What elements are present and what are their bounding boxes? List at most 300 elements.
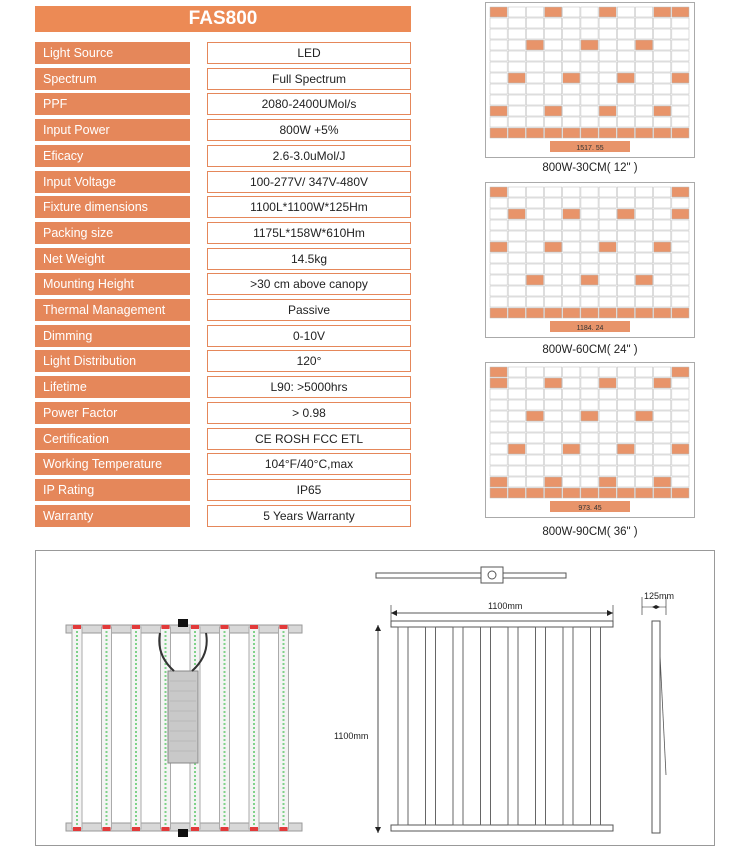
- ppfd-cell: [635, 400, 652, 410]
- ppfd-cell: [635, 40, 652, 50]
- ppfd-cell: [526, 422, 543, 432]
- ppfd-map-caption: 800W-60CM( 24" ): [542, 344, 638, 356]
- ppfd-cell: [508, 95, 525, 105]
- spec-label: Certification: [35, 428, 190, 450]
- ppfd-cell: [635, 231, 652, 241]
- ppfd-cell: [545, 308, 562, 318]
- ppfd-cell: [599, 286, 616, 296]
- ppfd-cell: [563, 308, 580, 318]
- ppfd-cell: [617, 51, 634, 61]
- ppfd-cell: [563, 466, 580, 476]
- ppfd-cell: [526, 242, 543, 252]
- ppfd-cell: [654, 117, 671, 127]
- ppfd-cell: [617, 62, 634, 72]
- ppfd-cell: [581, 106, 598, 116]
- ppfd-cell: [563, 187, 580, 197]
- ppfd-cell: [490, 433, 507, 443]
- ppfd-cell: [617, 433, 634, 443]
- ppfd-cell: [490, 242, 507, 252]
- ppfd-cell: [654, 198, 671, 208]
- ppfd-cell: [508, 466, 525, 476]
- ppfd-cell: [599, 128, 616, 138]
- ppfd-cell: [526, 62, 543, 72]
- spec-value: IP65: [207, 479, 411, 501]
- ppfd-cell: [599, 29, 616, 39]
- ppfd-cell: [563, 275, 580, 285]
- ppfd-cell: [672, 84, 689, 94]
- ppfd-cell: [617, 477, 634, 487]
- ppfd-cell: [635, 444, 652, 454]
- ppfd-cell: [581, 40, 598, 50]
- ppfd-cell: [581, 275, 598, 285]
- ppfd-cell: [617, 187, 634, 197]
- ppfd-cell: [581, 7, 598, 17]
- ppfd-cell: [599, 117, 616, 127]
- ppfd-cell: [490, 29, 507, 39]
- ppfd-cell: [617, 411, 634, 421]
- ppfd-cell: [526, 106, 543, 116]
- ppfd-cell: [563, 51, 580, 61]
- ppfd-cell: [654, 422, 671, 432]
- ppfd-cell: [563, 106, 580, 116]
- ppfd-cell: [563, 422, 580, 432]
- spec-row: [35, 505, 411, 527]
- fixture-drawing-panel: [35, 550, 715, 846]
- ppfd-cell: [508, 51, 525, 61]
- ppfd-cell: [508, 84, 525, 94]
- ppfd-cell: [635, 253, 652, 263]
- ppfd-cell: [635, 411, 652, 421]
- ppfd-cell: [635, 209, 652, 219]
- spec-label: Thermal Management: [35, 299, 190, 321]
- ppfd-cell: [599, 378, 616, 388]
- height-dimension-label: 1100mm: [334, 731, 369, 741]
- ppfd-cell: [654, 275, 671, 285]
- spec-label: Power Factor: [35, 402, 190, 424]
- ppfd-cell: [654, 209, 671, 219]
- ppfd-cell: [672, 378, 689, 388]
- ppfd-cell: [545, 422, 562, 432]
- ppfd-cell: [526, 73, 543, 83]
- ppfd-cell: [545, 187, 562, 197]
- ppfd-cell: [490, 477, 507, 487]
- ppfd-cell: [581, 253, 598, 263]
- ppfd-cell: [672, 477, 689, 487]
- ppfd-cell: [508, 7, 525, 17]
- ppfd-cell: [635, 433, 652, 443]
- ppfd-cell: [508, 477, 525, 487]
- ppfd-cell: [508, 488, 525, 498]
- ppfd-cell: [672, 422, 689, 432]
- spec-label: Fixture dimensions: [35, 196, 190, 218]
- ppfd-cell: [508, 40, 525, 50]
- ppfd-cell: [599, 198, 616, 208]
- ppfd-cell: [508, 187, 525, 197]
- ppfd-cell: [545, 488, 562, 498]
- ppfd-cell: [545, 275, 562, 285]
- ppfd-cell: [635, 198, 652, 208]
- ppfd-cell: [563, 488, 580, 498]
- ppfd-cell: [526, 275, 543, 285]
- ppfd-cell: [526, 444, 543, 454]
- ppfd-cell: [526, 18, 543, 28]
- ppfd-cell: [490, 106, 507, 116]
- ppfd-cell: [508, 378, 525, 388]
- ppfd-cell: [545, 297, 562, 307]
- ppfd-cell: [581, 477, 598, 487]
- ppfd-cell: [508, 308, 525, 318]
- ppfd-cell: [490, 411, 507, 421]
- ppfd-cell: [490, 378, 507, 388]
- ppfd-cell: [654, 73, 671, 83]
- ppfd-cell: [581, 378, 598, 388]
- ppfd-cell: [617, 106, 634, 116]
- ppfd-cell: [617, 84, 634, 94]
- ppfd-cell: [672, 51, 689, 61]
- ppfd-cell: [635, 106, 652, 116]
- ppfd-cell: [581, 117, 598, 127]
- ppfd-cell: [508, 389, 525, 399]
- ppfd-cell: [672, 308, 689, 318]
- ppfd-cell: [563, 231, 580, 241]
- ppfd-cell: [599, 422, 616, 432]
- ppfd-cell: [672, 198, 689, 208]
- ppfd-cell: [654, 389, 671, 399]
- ppfd-cell: [490, 275, 507, 285]
- ppfd-cell: [563, 128, 580, 138]
- spec-row: [35, 299, 411, 321]
- ppfd-cell: [526, 297, 543, 307]
- ppfd-cell: [635, 455, 652, 465]
- spec-row: [35, 325, 411, 347]
- ppfd-cell: [490, 367, 507, 377]
- ppfd-cell: [526, 264, 543, 274]
- ppfd-cell: [635, 29, 652, 39]
- ppfd-cell: [599, 264, 616, 274]
- ppfd-cell: [545, 62, 562, 72]
- ppfd-cell: [617, 389, 634, 399]
- ppfd-cell: [599, 389, 616, 399]
- ppfd-cell: [672, 62, 689, 72]
- ppfd-cell: [635, 367, 652, 377]
- ppfd-cell: [654, 308, 671, 318]
- spec-value: > 0.98: [207, 402, 411, 424]
- ppfd-cell: [490, 198, 507, 208]
- ppfd-cell: [545, 367, 562, 377]
- ppfd-cell: [581, 264, 598, 274]
- spec-label: Mounting Height: [35, 273, 190, 295]
- ppfd-cell: [545, 128, 562, 138]
- ppfd-cell: [490, 308, 507, 318]
- ppfd-cell: [654, 231, 671, 241]
- ppfd-cell: [490, 389, 507, 399]
- spec-value: 800W +5%: [207, 119, 411, 141]
- ppfd-cell: [672, 220, 689, 230]
- spec-label: PPF: [35, 93, 190, 115]
- ppfd-cell: [563, 242, 580, 252]
- ppfd-cell: [635, 422, 652, 432]
- ppfd-cell: [672, 253, 689, 263]
- ppfd-map-caption: 800W-90CM( 36" ): [542, 526, 638, 538]
- product-title-text: FAS800: [188, 8, 258, 29]
- ppfd-cell: [581, 455, 598, 465]
- ppfd-cell: [599, 367, 616, 377]
- ppfd-cell: [545, 466, 562, 476]
- spec-value: 14.5kg: [207, 248, 411, 270]
- ppfd-cell: [563, 84, 580, 94]
- ppfd-cell: [581, 286, 598, 296]
- ppfd-cell: [490, 128, 507, 138]
- spec-value: L90: >5000hrs: [207, 376, 411, 398]
- ppfd-cell: [581, 220, 598, 230]
- ppfd-cell: [672, 275, 689, 285]
- ppfd-cell: [635, 73, 652, 83]
- ppfd-cell: [672, 106, 689, 116]
- ppfd-cell: [599, 62, 616, 72]
- ppfd-cell: [635, 84, 652, 94]
- spec-row: [35, 68, 411, 90]
- spec-value: CE ROSH FCC ETL: [207, 428, 411, 450]
- spec-row: [35, 453, 411, 475]
- ppfd-cell: [617, 29, 634, 39]
- ppfd-cell: [672, 29, 689, 39]
- ppfd-cell: [654, 286, 671, 296]
- ppfd-cell: [563, 411, 580, 421]
- ppfd-cell: [599, 106, 616, 116]
- ppfd-map: [485, 362, 695, 518]
- ppfd-cell: [635, 488, 652, 498]
- fixture-photo: [64, 615, 304, 845]
- ppfd-cell: [599, 308, 616, 318]
- ppfd-cell: [635, 308, 652, 318]
- ppfd-cell: [654, 411, 671, 421]
- ppfd-cell: [635, 378, 652, 388]
- ppfd-cell: [526, 389, 543, 399]
- ppfd-cell: [490, 444, 507, 454]
- ppfd-cell: [654, 378, 671, 388]
- ppfd-cell: [635, 187, 652, 197]
- ppfd-cell: [617, 275, 634, 285]
- spec-row: [35, 479, 411, 501]
- ppfd-cell: [508, 18, 525, 28]
- ppfd-cell: [672, 95, 689, 105]
- ppfd-cell: [508, 444, 525, 454]
- ppfd-cell: [581, 198, 598, 208]
- ppfd-cell: [581, 411, 598, 421]
- ppfd-cell: [545, 209, 562, 219]
- ppfd-cell: [545, 84, 562, 94]
- spec-row: [35, 350, 411, 372]
- ppfd-cell: [635, 62, 652, 72]
- ppfd-cell: [526, 455, 543, 465]
- spec-value: 120°: [207, 350, 411, 372]
- ppfd-cell: [617, 444, 634, 454]
- ppfd-cell: [581, 433, 598, 443]
- ppfd-cell: [617, 73, 634, 83]
- spec-row: [35, 171, 411, 193]
- ppfd-cell: [672, 400, 689, 410]
- drawing-bar: [536, 627, 546, 825]
- spec-label: Working Temperature: [35, 453, 190, 475]
- ppfd-cell: [617, 297, 634, 307]
- ppfd-cell: [654, 400, 671, 410]
- ppfd-cell: [617, 253, 634, 263]
- ppfd-cell: [581, 297, 598, 307]
- spec-row: [35, 42, 411, 64]
- ppfd-cell: [599, 275, 616, 285]
- ppfd-cell: [672, 466, 689, 476]
- ppfd-cell: [508, 367, 525, 377]
- ppfd-cell: [490, 51, 507, 61]
- ppfd-cell: [617, 400, 634, 410]
- ppfd-cell: [617, 378, 634, 388]
- spec-label: Lifetime: [35, 376, 190, 398]
- ppfd-grid: [486, 3, 694, 157]
- ppfd-cell: [490, 117, 507, 127]
- ppfd-cell: [545, 198, 562, 208]
- ppfd-cell: [672, 7, 689, 17]
- ppfd-cell: [635, 117, 652, 127]
- ppfd-cell: [599, 187, 616, 197]
- spec-label: Input Voltage: [35, 171, 190, 193]
- ppfd-cell: [581, 95, 598, 105]
- spec-label: Net Weight: [35, 248, 190, 270]
- ppfd-cell: [508, 422, 525, 432]
- ppfd-cell: [526, 51, 543, 61]
- ppfd-cell: [545, 264, 562, 274]
- ppfd-cell: [545, 444, 562, 454]
- ppfd-cell: [563, 40, 580, 50]
- ppfd-cell: [545, 51, 562, 61]
- ppfd-cell: [672, 231, 689, 241]
- ppfd-cell: [617, 242, 634, 252]
- ppfd-cell: [563, 253, 580, 263]
- ppfd-cell: [490, 231, 507, 241]
- ppfd-cell: [526, 488, 543, 498]
- ppfd-cell: [581, 400, 598, 410]
- ppfd-cell: [654, 29, 671, 39]
- ppfd-cell: [563, 444, 580, 454]
- ppfd-cell: [545, 400, 562, 410]
- ppfd-cell: [635, 264, 652, 274]
- ppfd-cell: [545, 389, 562, 399]
- ppfd-cell: [617, 466, 634, 476]
- spec-row: [35, 93, 411, 115]
- ppfd-cell: [599, 242, 616, 252]
- ppfd-cell: [490, 466, 507, 476]
- ppfd-cell: [490, 455, 507, 465]
- spec-row: [35, 402, 411, 424]
- ppfd-cell: [526, 40, 543, 50]
- ppfd-cell: [599, 84, 616, 94]
- spec-value: 2080-2400UMol/s: [207, 93, 411, 115]
- ppfd-cell: [599, 7, 616, 17]
- ppfd-cell: [581, 242, 598, 252]
- spec-label: Eficacy: [35, 145, 190, 167]
- ppfd-cell: [581, 367, 598, 377]
- ppfd-cell: [617, 198, 634, 208]
- ppfd-cell: [526, 477, 543, 487]
- ppfd-cell: [545, 477, 562, 487]
- ppfd-cell: [508, 264, 525, 274]
- ppfd-cell: [508, 128, 525, 138]
- ppfd-cell: [508, 106, 525, 116]
- ppfd-cell: [599, 40, 616, 50]
- ppfd-cell: [599, 220, 616, 230]
- ppfd-cell: [563, 7, 580, 17]
- drawing-bar: [481, 627, 491, 825]
- ppfd-cell: [635, 242, 652, 252]
- ppfd-cell: [617, 220, 634, 230]
- ppfd-cell: [508, 220, 525, 230]
- drawing-bar: [508, 627, 518, 825]
- ppfd-cell: [654, 488, 671, 498]
- ppfd-cell: [545, 7, 562, 17]
- ppfd-cell: [526, 367, 543, 377]
- ppfd-cell: [526, 95, 543, 105]
- ppfd-cell: [672, 286, 689, 296]
- ppfd-cell: [654, 51, 671, 61]
- spec-row: [35, 273, 411, 295]
- ppfd-cell: [508, 231, 525, 241]
- spec-row: [35, 428, 411, 450]
- ppfd-cell: [581, 308, 598, 318]
- ppfd-cell: [617, 209, 634, 219]
- ppfd-cell: [545, 106, 562, 116]
- ppfd-cell: [654, 466, 671, 476]
- ppfd-cell: [599, 477, 616, 487]
- ppfd-cell: [545, 231, 562, 241]
- ppfd-cell: [617, 455, 634, 465]
- ppfd-cell: [545, 29, 562, 39]
- ppfd-cell: [508, 400, 525, 410]
- spec-row: [35, 119, 411, 141]
- ppfd-cell: [581, 84, 598, 94]
- ppfd-cell: [545, 40, 562, 50]
- ppfd-cell: [545, 18, 562, 28]
- ppfd-cell: [545, 286, 562, 296]
- ppfd-cell: [545, 253, 562, 263]
- ppfd-cell: [599, 488, 616, 498]
- spec-value: Passive: [207, 299, 411, 321]
- ppfd-cell: [599, 444, 616, 454]
- ppfd-cell: [672, 40, 689, 50]
- spec-value: 104°F/40°C,max: [207, 453, 411, 475]
- ppfd-cell: [599, 466, 616, 476]
- ppfd-cell: [654, 297, 671, 307]
- ppfd-cell: [508, 286, 525, 296]
- ppfd-cell: [545, 433, 562, 443]
- ppfd-cell: [635, 389, 652, 399]
- ppfd-cell: [635, 220, 652, 230]
- ppfd-cell: [581, 231, 598, 241]
- ppfd-cell: [581, 51, 598, 61]
- ppfd-cell: [654, 253, 671, 263]
- ppfd-cell: [490, 187, 507, 197]
- ppfd-cell: [672, 73, 689, 83]
- ppfd-cell: [599, 18, 616, 28]
- spec-row: [35, 196, 411, 218]
- ppfd-grid: [486, 363, 694, 517]
- ppfd-cell: [654, 264, 671, 274]
- ppfd-cell: [526, 253, 543, 263]
- ppfd-cell: [508, 455, 525, 465]
- ppfd-cell: [617, 308, 634, 318]
- ppfd-cell: [526, 400, 543, 410]
- ppfd-cell: [508, 62, 525, 72]
- ppfd-cell: [672, 367, 689, 377]
- ppfd-cell: [490, 297, 507, 307]
